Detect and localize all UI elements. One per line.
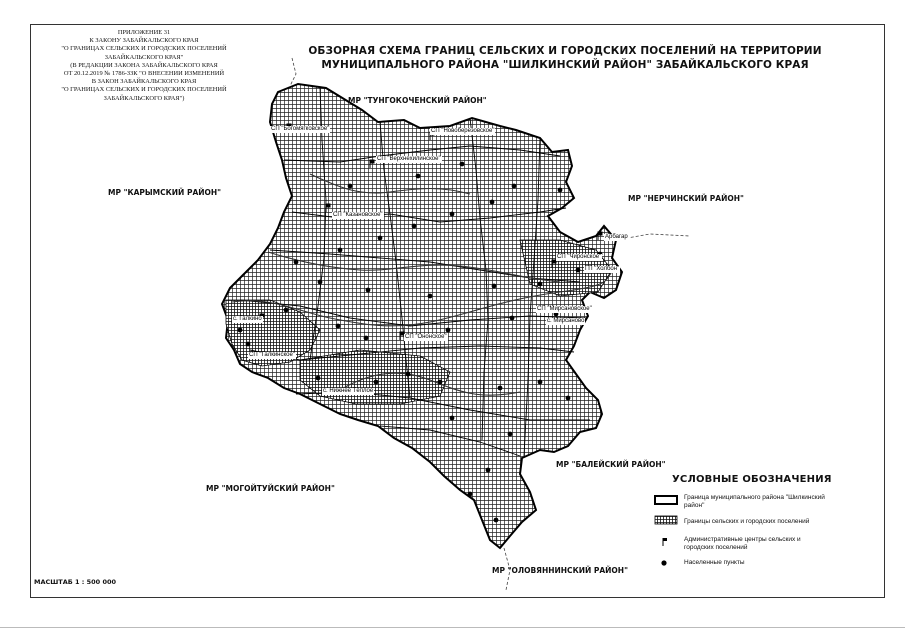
legend-towns-text: Населенные пункты <box>684 559 745 566</box>
map-scale: МАСШТАБ 1 : 500 000 <box>34 578 117 586</box>
legend-district-swatch <box>655 496 677 504</box>
settlement-label: СП "Новоберезовское" <box>431 128 495 134</box>
neighbor-label-east: МР "НЕРЧИНСКИЙ РАЙОН" <box>628 194 744 203</box>
settlement-label: СП "Верхнехилинское" <box>377 156 441 162</box>
neighbor-label-west: МР "КАРЫМСКИЙ РАЙОН" <box>108 188 222 197</box>
legend-district-boundary-text: Граница муниципального района "Шилкинский район" <box>684 494 825 509</box>
settlement-label: СП "Галкинское" <box>249 352 295 358</box>
settlement-label: СП "Богомягковское" <box>271 126 330 132</box>
appendix-line: ОТ 20.12.2019 № 1786-ЗЗК "О ВНЕСЕНИИ ИЗМЕНЕНИЙ <box>63 70 225 78</box>
appendix-line: "О ГРАНИЦАХ СЕЛЬСКИХ И ГОРОДСКИХ ПОСЕЛЕНИЙ <box>61 45 227 53</box>
appendix-line: "О ГРАНИЦАХ СЕЛЬСКИХ И ГОРОДСКИХ ПОСЕЛЕНИЙ <box>61 86 227 94</box>
settlement-label: Арбагар <box>605 234 628 240</box>
settlement-label: СП "Мирсановское" <box>537 306 592 312</box>
settlement-label: ГП "Холбон" <box>585 266 620 272</box>
appendix-line: ЗАБАЙКАЛЬСКОГО КРАЯ") <box>103 94 185 102</box>
legend-settlement-boundaries-text: Границы сельских и городских поселений <box>684 518 810 525</box>
legend-admin-center-icon <box>663 538 667 546</box>
neighbor-label-north: МР "ТУНГОКОЧЕНСКИЙ РАЙОН" <box>348 96 487 105</box>
settlement-label: СП "Чиронское" <box>557 254 602 260</box>
appendix-line: В ЗАКОН ЗАБАЙКАЛЬСКОГО КРАЯ <box>91 78 197 86</box>
neighbor-label-southwest: МР "МОГОЙТУЙСКИЙ РАЙОН" <box>206 484 335 493</box>
legend-admin-centers-text: Административные центры сельских и городских поселений <box>684 536 801 551</box>
page-divider <box>0 627 905 628</box>
appendix-line: К ЗАКОНУ ЗАБАЙКАЛЬСКОГО КРАЯ <box>89 37 199 45</box>
legend-title: УСЛОВНЫЕ ОБОЗНАЧЕНИЯ <box>672 474 832 485</box>
settlement-label: СП "Ононское" <box>405 334 447 340</box>
settlement-label: с. Мирсаново <box>547 318 585 324</box>
appendix-line: (В РЕДАКЦИИ ЗАКОНА ЗАБАЙКАЛЬСКОГО КРАЯ <box>70 61 218 69</box>
neighbor-label-southeast: МР "БАЛЕЙСКИЙ РАЙОН" <box>556 460 666 469</box>
appendix-line: ПРИЛОЖЕНИЕ 31 <box>117 29 171 36</box>
legend-settlement-swatch <box>655 516 677 524</box>
map-title-line-2: МУНИЦИПАЛЬНОГО РАЙОНА "ШИЛКИНСКИЙ РАЙОН" ЗАБАЙКАЛЬСКОГО КРАЯ <box>321 59 809 71</box>
settlement-label: с. Галкино <box>233 316 262 322</box>
settlement-label: с. Нижнее Тёплое <box>323 388 374 394</box>
neighbor-label-south: МР "ОЛОВЯННИНСКИЙ РАЙОН" <box>492 566 628 575</box>
appendix-line: ЗАБАЙКАЛЬСКОГО КРАЯ" <box>104 53 184 61</box>
settlement-label: СП "Казановское" <box>333 212 383 218</box>
map-title-line-1: ОБЗОРНАЯ СХЕМА ГРАНИЦ СЕЛЬСКИХ И ГОРОДСКИХ ПОСЕЛЕНИЙ НА ТЕРРИТОРИИ <box>308 45 822 57</box>
legend-town-dot <box>661 560 666 565</box>
